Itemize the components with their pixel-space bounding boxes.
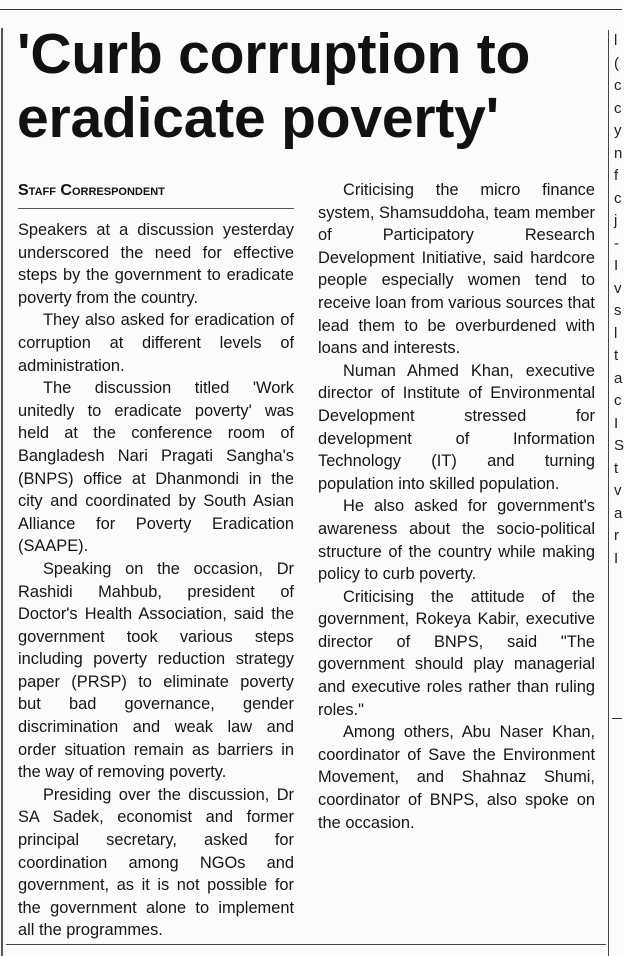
adjacent-line-fragment: l (614, 324, 618, 342)
adjacent-line-fragment: - (614, 234, 619, 252)
adjacent-line-fragment: c (614, 392, 622, 409)
bottom-rule (6, 944, 606, 945)
adjacent-article-rule (612, 718, 622, 719)
top-rule (0, 9, 622, 10)
adjacent-line-fragment: a (614, 369, 623, 387)
adjacent-article-edge (614, 30, 622, 730)
adjacent-line-fragment: t (614, 459, 619, 477)
adjacent-line-fragment: f (614, 167, 619, 184)
article-column-left (18, 219, 294, 942)
adjacent-line-fragment: I (614, 414, 619, 432)
left-column-rule (1, 28, 3, 956)
adjacent-line-fragment: I (614, 257, 619, 274)
adjacent-line-fragment: c (614, 99, 622, 117)
adjacent-line-fragment: t (614, 347, 619, 364)
paragraph: Speaking on the occasion, Dr Rashidi Mahbub, president of Doctor's Health Association, said the government took various steps including poverty reduction strategy paper (PRSP) to eliminate poverty but bad governance, gender discrimination and weak law and order situation remain as barriers in the way of removing poverty. (18, 559, 294, 782)
adjacent-line-fragment: c (614, 77, 622, 94)
adjacent-line-fragment: S (614, 437, 624, 454)
adjacent-line-fragment: I (614, 549, 619, 567)
paragraph: Presiding over the discussion, Dr SA Sadek, economist and former principal secretary, asked for coordination among NGOs and government, as it is not possible for the government alone to implement all the programmes. (18, 785, 294, 940)
adjacent-line-fragment: c (614, 189, 622, 207)
paragraph: Criticising the micro finance system, Shamsuddoha, team member of Participatory Research Development Initiative, said hardcore people especially women tend to receive loan from various sources that lead them to be overburdened with loans and interests. (318, 181, 595, 358)
adjacent-line-fragment: v (614, 279, 622, 297)
paragraph: Speakers at a discussion yesterday underscored the need for effective steps by the government to eradicate poverty from the country. (18, 221, 294, 307)
paragraph: He also asked for government's awareness about the socio-political structure of the country while making policy to curb poverty. (318, 497, 595, 584)
column-divider (608, 30, 609, 956)
adjacent-line-fragment: r (614, 527, 619, 544)
byline-rule (18, 208, 294, 209)
adjacent-line-fragment: n (614, 144, 623, 162)
paragraph: They also asked for eradication of corruption at different levels of administration. (18, 311, 294, 375)
paragraph: Among others, Abu Naser Khan, coordinator of Save the Environment Movement, and Shahnaz Shumi, coordinator of BNPS, also spoke on the occasion. (318, 723, 595, 832)
paragraph: Numan Ahmed Khan, executive director of Institute of Environmental Development stressed for development of Information Technology (IT) and turning population into skilled population. (318, 361, 595, 493)
byline: Staff Correspondent (18, 182, 165, 199)
adjacent-line-fragment: j (614, 212, 618, 229)
paragraph: Criticising the attitude of the government, Rokeya Kabir, executive director of BNPS, said "The government should play managerial and executive roles rather than ruling roles." (318, 587, 595, 719)
headline: 'Curb corruption to eradicate poverty' (17, 22, 531, 150)
adjacent-line-fragment: s (614, 302, 622, 319)
article-column-right (318, 179, 595, 834)
adjacent-line-fragment: v (614, 482, 622, 499)
adjacent-line-fragment: ( (614, 54, 619, 72)
paragraph: The discussion titled 'Work unitedly to eradicate poverty' was held at the conference room of Bangladesh Nari Pragati Sangha's (BNPS) office at Dhanmondi in the city and coordinated by South Asian Alliance for Poverty Eradication (SAAPE). (18, 379, 294, 556)
adjacent-line-fragment: a (614, 504, 623, 522)
adjacent-line-fragment: l (614, 32, 618, 49)
adjacent-line-fragment: y (614, 122, 622, 139)
